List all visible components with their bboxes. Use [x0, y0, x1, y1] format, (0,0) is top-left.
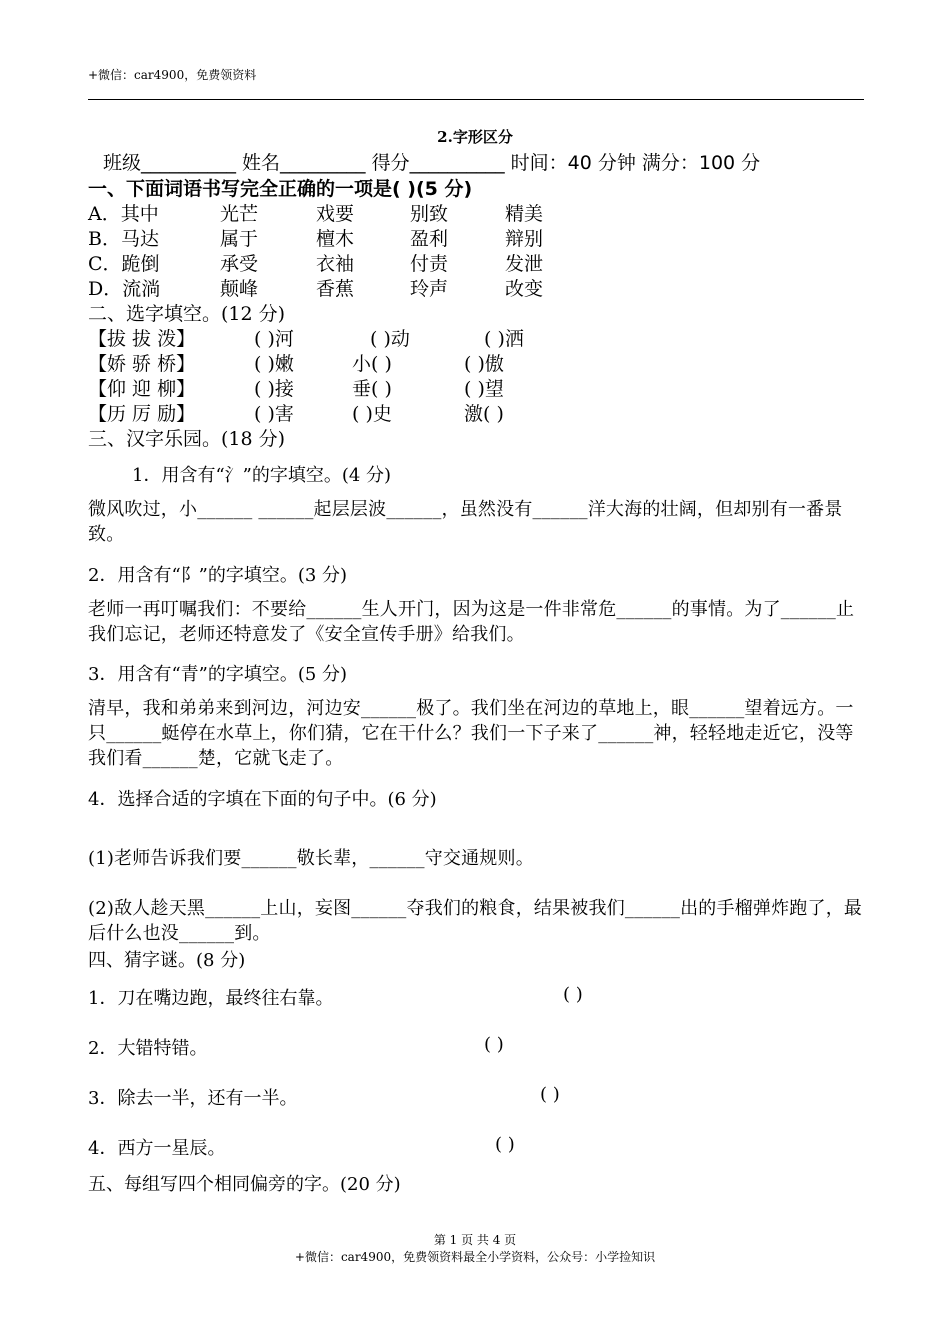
- sec3-heading: 三、汉字乐园。(18 分): [88, 428, 286, 450]
- q4-title: 4．选择合适的字填在下面的句子中。(6 分): [88, 789, 437, 810]
- option-cell: B．马达: [88, 228, 159, 250]
- blank-word: ( )史: [352, 403, 392, 425]
- option-cell: 香蕉: [316, 278, 355, 300]
- q4-sentence-1: (1)老师告诉我们要______敬长辈，______守交通规则。: [88, 848, 534, 869]
- blank-word: 小( ): [352, 353, 392, 375]
- choice-chars: 【拔 拔 泼】: [88, 328, 196, 350]
- blank-word: ( )接: [254, 378, 294, 400]
- blank-word: ( )望: [464, 378, 504, 400]
- riddle-answer-blank: ( ): [540, 1084, 560, 1105]
- blank-word: ( )害: [254, 403, 294, 425]
- blank-word: ( )嫩: [254, 353, 294, 375]
- blank-word: ( )河: [254, 328, 294, 350]
- riddle-answer-blank: ( ): [484, 1034, 504, 1055]
- header-rule: [88, 99, 864, 100]
- riddle-answer-blank: ( ): [495, 1134, 515, 1155]
- blank-word: ( )动: [370, 328, 410, 350]
- option-cell: 衣袖: [316, 253, 355, 275]
- info-line: 班级__________ 姓名_________ 得分__________ 时间：40 分钟 满分：100 分: [103, 152, 761, 174]
- q1-title: 1．用含有“氵”的字填空。(4 分): [132, 465, 392, 486]
- sec1-heading: 一、下面词语书写完全正确的一项是( )(5 分): [88, 178, 473, 200]
- riddle-question: 3．除去一半，还有一半。: [88, 1088, 298, 1109]
- option-cell: 属于: [220, 228, 259, 250]
- q2-text: 老师一再叮嘱我们：不要给______生人开门，因为这是一件非常危______的事情。为了______止我们忘记，老师还特意发了《安全宣传手册》给我们。: [88, 599, 855, 645]
- q3-text: 清早，我和弟弟来到河边，河边安______极了。我们坐在河边的草地上，眼______望着远方。一只______蜓停在水草上，你们猜，它在干什么？我们一下子来了______神，轻轻地走近它，没等我们看______楚，它就飞走了。: [88, 698, 854, 769]
- option-cell: 承受: [220, 253, 259, 275]
- option-cell: D．流淌: [88, 278, 161, 300]
- blank-word: 激( ): [464, 403, 504, 425]
- option-cell: 盈利: [410, 228, 449, 250]
- footer-watermark: +微信：car4900，免费领资料最全小学资料，公众号：小学捡知识: [294, 1250, 656, 1264]
- option-cell: 别致: [410, 203, 449, 225]
- sec4-heading: 四、猜字谜。(8 分): [88, 950, 246, 971]
- page-number: 第 1 页 共 4 页: [433, 1233, 517, 1247]
- riddle-answer-blank: ( ): [563, 984, 583, 1005]
- riddle-question: 2．大错特错。: [88, 1038, 208, 1059]
- option-cell: A．其中: [88, 203, 159, 225]
- q2-title: 2．用含有“阝”的字填空。(3 分): [88, 565, 348, 586]
- sec5-heading: 五、每组写四个相同偏旁的字。(20 分): [88, 1174, 401, 1195]
- riddle-question: 4．西方一星辰。: [88, 1138, 226, 1159]
- sec2-heading: 二、选字填空。(12 分): [88, 303, 286, 325]
- riddle-question: 1．刀在嘴边跑，最终往右靠。: [88, 988, 334, 1009]
- choice-chars: 【仰 迎 柳】: [88, 378, 196, 400]
- option-cell: 光芒: [220, 203, 259, 225]
- q1-text: 微风吹过，小______ ______起层层波______，虽然没有______洋大海的壮阔，但却别有一番景致。: [88, 499, 843, 545]
- choice-chars: 【历 厉 励】: [88, 403, 196, 425]
- q4-sentence-2: (2)敌人趁天黑______上山，妄图______夺我们的粮食，结果被我们______出的手榴弹炸跑了，最后什么也没______到。: [88, 898, 863, 944]
- page-title: 2.字形区分: [437, 128, 513, 146]
- option-cell: 辩别: [505, 228, 544, 250]
- option-cell: 付责: [410, 253, 449, 275]
- choice-chars: 【娇 骄 桥】: [88, 353, 196, 375]
- option-cell: 戏要: [316, 203, 355, 225]
- option-cell: 檀木: [316, 228, 355, 250]
- option-cell: 发泄: [505, 253, 544, 275]
- option-cell: 玲声: [410, 278, 449, 300]
- blank-word: 垂( ): [352, 378, 392, 400]
- header-watermark: +微信：car4900，免费领资料: [88, 68, 257, 82]
- q3-title: 3．用含有“青”的字填空。(5 分): [88, 664, 348, 685]
- option-cell: 颠峰: [220, 278, 259, 300]
- option-cell: C．跪倒: [88, 253, 160, 275]
- option-cell: 精美: [505, 203, 544, 225]
- option-cell: 改变: [505, 278, 544, 300]
- blank-word: ( )洒: [484, 328, 524, 350]
- blank-word: ( )傲: [464, 353, 504, 375]
